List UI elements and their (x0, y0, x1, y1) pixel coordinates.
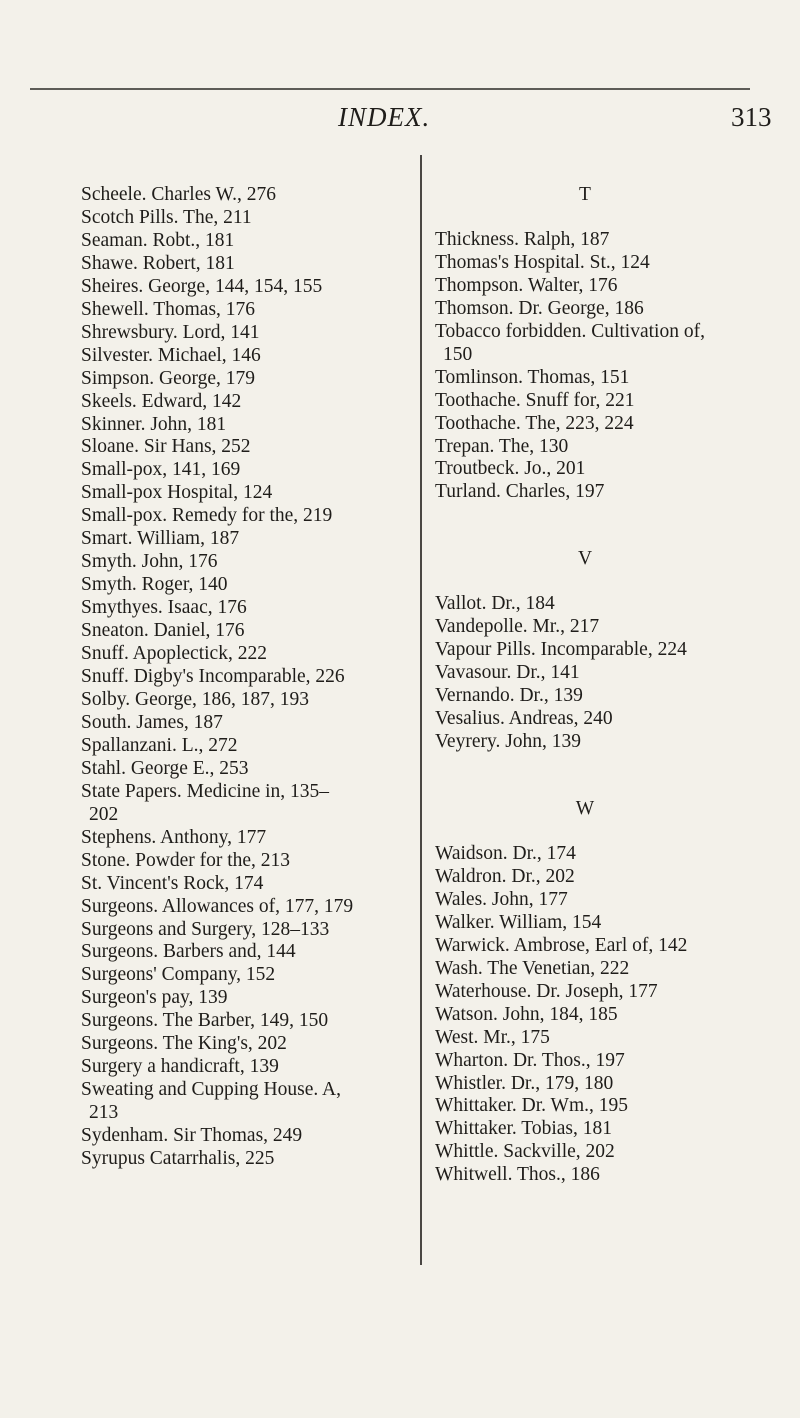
index-entry: Wash. The Venetian, 222 (435, 957, 630, 979)
index-entry: South. James, 187 (81, 711, 223, 733)
section-gap (435, 207, 765, 229)
index-entry: Tomlinson. Thomas, 151 (435, 366, 630, 388)
index-entry: Surgeons and Surgery, 128–133 (81, 918, 330, 940)
index-entry: Smyth. Roger, 140 (81, 574, 228, 596)
index-entry: Vandepolle. Mr., 217 (435, 616, 600, 638)
index-entry: West. Mr., 175 (435, 1026, 550, 1048)
index-entry: Whitwell. Thos., 186 (435, 1164, 600, 1186)
index-entry: Shrewsbury. Lord, 141 (81, 321, 260, 343)
index-entry: Troutbeck. Jo., 201 (435, 458, 586, 480)
index-entry: Solby. George, 186, 187, 193 (81, 688, 310, 710)
index-entry: Shawe. Robert, 181 (81, 252, 235, 274)
top-rule (30, 88, 750, 90)
index-entry: Surgery a handicraft, 139 (81, 1056, 279, 1078)
index-entry: Thomson. Dr. George, 186 (435, 297, 644, 319)
index-entry: Whistler. Dr., 179, 180 (435, 1072, 614, 1094)
index-entry: Surgeons. Allowances of, 177, 179 (81, 895, 354, 917)
section-gap (435, 776, 765, 798)
index-entry: Vapour Pills. Incomparable, 224 (435, 639, 687, 661)
index-entry: Sheires. George, 144, 154, 155 (81, 275, 323, 297)
index-entry: Syrupus Catarrhalis, 225 (81, 1148, 275, 1170)
page-number: 313 (731, 102, 772, 132)
section-gap (435, 504, 765, 526)
index-entry: Toothache. Snuff for, 221 (435, 389, 635, 411)
right-column (435, 184, 765, 1187)
index-entry: 202 (89, 803, 119, 825)
index-entry: Thickness. Ralph, 187 (435, 228, 610, 250)
section-gap (435, 526, 765, 548)
index-entry: Whittaker. Dr. Wm., 195 (435, 1095, 628, 1117)
section-letter-w: W (575, 798, 595, 820)
index-entry: Skeels. Edward, 142 (81, 390, 242, 412)
index-entry: Smyth. John, 176 (81, 551, 218, 573)
left-column (81, 184, 411, 1171)
index-entry: Shewell. Thomas, 176 (81, 298, 256, 320)
section-gap (435, 571, 765, 593)
index-entry: Smart. William, 187 (81, 528, 240, 550)
index-entry: Toothache. The, 223, 224 (435, 412, 634, 434)
section-v-entries (435, 593, 765, 754)
index-entry: Sneaton. Daniel, 176 (81, 620, 245, 642)
index-entry: Wales. John, 177 (435, 888, 568, 910)
index-entry: Skinner. John, 181 (81, 413, 227, 435)
index-entry: Sweating and Cupping House. A, (81, 1079, 341, 1101)
index-entry: Wharton. Dr. Thos., 197 (435, 1049, 625, 1071)
index-entry: Stahl. George E., 253 (81, 757, 249, 779)
index-entry: Scheele. Charles W., 276 (81, 184, 276, 205)
index-entry: Watson. John, 184, 185 (435, 1003, 618, 1025)
section-gap (435, 821, 765, 843)
index-entry: Smythyes. Isaac, 176 (81, 597, 247, 619)
index-entry: Sydenham. Sir Thomas, 249 (81, 1125, 303, 1147)
index-entry: Waldron. Dr., 202 (435, 865, 575, 887)
index-entry: Surgeons. The King's, 202 (81, 1033, 287, 1055)
index-entry: Spallanzani. L., 272 (81, 734, 238, 756)
index-entry: Surgeons. The Barber, 149, 150 (81, 1010, 329, 1032)
index-entry: 213 (89, 1102, 119, 1124)
index-entry: Warwick. Ambrose, Earl of, 142 (435, 934, 688, 956)
section-t-entries (435, 229, 765, 504)
index-entry: Thomas's Hospital. St., 124 (435, 251, 650, 273)
index-entry: Small-pox, 141, 169 (81, 459, 241, 481)
index-entry: Waidson. Dr., 174 (435, 842, 576, 864)
index-entry: Scotch Pills. The, 211 (81, 206, 252, 228)
index-entry: Walker. William, 154 (435, 911, 602, 933)
index-entry: Snuff. Apoplectick, 222 (81, 643, 267, 665)
section-letter-v: V (577, 548, 593, 570)
index-entry: 150 (443, 343, 473, 365)
index-entry: Tobacco forbidden. Cultivation of, (435, 320, 705, 342)
index-entry: Vavasour. Dr., 141 (435, 662, 580, 684)
index-entry: Small-pox. Remedy for the, 219 (81, 505, 333, 527)
index-entry: State Papers. Medicine in, 135– (81, 780, 330, 802)
index-entry: Snuff. Digby's Incomparable, 226 (81, 666, 345, 688)
index-entry: Vallot. Dr., 184 (435, 593, 555, 615)
index-entry: Sloane. Sir Hans, 252 (81, 436, 251, 458)
index-entry: Surgeons' Company, 152 (81, 964, 276, 986)
index-entry: Waterhouse. Dr. Joseph, 177 (435, 980, 658, 1002)
index-entry: Small-pox Hospital, 124 (81, 482, 273, 504)
index-entry: Whittle. Sackville, 202 (435, 1141, 615, 1163)
column-divider (420, 155, 422, 1265)
index-entry: Stone. Powder for the, 213 (81, 849, 291, 871)
index-entry: Whittaker. Tobias, 181 (435, 1118, 612, 1140)
index-entry: Vesalius. Andreas, 240 (435, 708, 613, 730)
page-title: INDEX. (338, 102, 431, 132)
index-entry: St. Vincent's Rock, 174 (81, 872, 264, 894)
index-entry: Stephens. Anthony, 177 (81, 826, 267, 848)
index-entry: Surgeon's pay, 139 (81, 987, 228, 1009)
index-entry: Silvester. Michael, 146 (81, 344, 261, 366)
index-entry: Turland. Charles, 197 (435, 481, 605, 503)
section-w-entries (435, 843, 765, 1187)
index-entry: Thompson. Walter, 176 (435, 274, 618, 296)
index-entry: Surgeons. Barbers and, 144 (81, 941, 296, 963)
index-entry: Simpson. George, 179 (81, 367, 256, 389)
section-letter-t: T (579, 184, 591, 205)
index-entry: Seaman. Robt., 181 (81, 229, 235, 251)
section-gap (435, 754, 765, 776)
index-entry: Vernando. Dr., 139 (435, 685, 583, 707)
index-entry: Veyrery. John, 139 (435, 731, 582, 753)
index-entry: Trepan. The, 130 (435, 435, 569, 457)
